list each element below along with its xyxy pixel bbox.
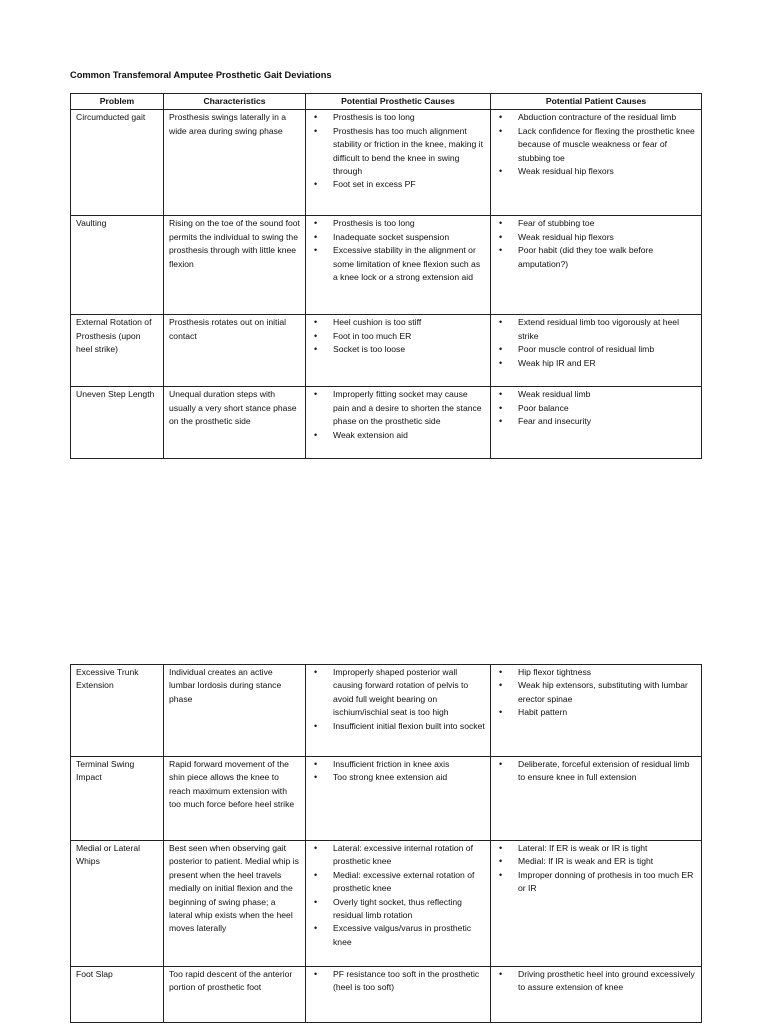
prosthetic-causes-cell xyxy=(306,841,491,967)
list-item: • Weak residual hip flexors xyxy=(496,231,697,244)
patient-causes-cell xyxy=(491,315,702,387)
list-item: • Insufficient friction in knee axis xyxy=(311,758,486,771)
prosthetic-causes-cell xyxy=(306,665,491,757)
list-item: • Excessive valgus/varus in prosthetic knee xyxy=(311,922,486,949)
list-item: • Improperly fitting socket may cause pain and a desire to shorten the stance phase on the prosthetic side xyxy=(311,388,486,428)
list-item: • Prosthesis has too much alignment stability or friction in the knee, making it difficult to bend the knee in swing through xyxy=(311,125,486,179)
characteristics-cell: Rising on the toe of the sound foot permits the individual to swing the prosthesis through with little knee flexion xyxy=(164,216,306,315)
problem-cell: External Rotation of Prosthesis (upon heel strike) xyxy=(71,315,164,387)
list-item: • Abduction contracture of the residual limb xyxy=(496,111,697,124)
document-title: Common Transfemoral Amputee Prosthetic Gait Deviations xyxy=(70,70,332,80)
list-item: • Weak residual hip flexors xyxy=(496,165,697,178)
list-item: • Foot set in excess PF xyxy=(311,178,486,191)
list-item: • Improperly shaped posterior wall causing forward rotation of pelvis to avoid full weight bearing on ischium/ischial seat is too high xyxy=(311,666,486,720)
list-item: • Poor muscle control of residual limb xyxy=(496,343,697,356)
table-row xyxy=(71,387,702,459)
characteristics-cell: Prosthesis swings laterally in a wide area during swing phase xyxy=(164,110,306,216)
table-row xyxy=(71,315,702,387)
list-item: • Poor habit (did they toe walk before amputation?) xyxy=(496,244,697,271)
list-item: • Insufficient initial flexion built into socket xyxy=(311,720,486,733)
table-row xyxy=(71,665,702,757)
list-item: • Lateral: If ER is weak or IR is tight xyxy=(496,842,697,855)
list-item: • Weak residual limb xyxy=(496,388,697,401)
characteristics-cell: Unequal duration steps with usually a very short stance phase on the prosthetic side xyxy=(164,387,306,459)
list-item: • Weak hip extensors, substituting with lumbar erector spinae xyxy=(496,679,697,706)
prosthetic-causes-cell xyxy=(306,315,491,387)
table-row xyxy=(71,967,702,1023)
characteristics-cell: Individual creates an active lumbar lordosis during stance phase xyxy=(164,665,306,757)
list-item: • Hip flexor tightness xyxy=(496,666,697,679)
problem-cell: Excessive Trunk Extension xyxy=(71,665,164,757)
list-item: • Prosthesis is too long xyxy=(311,111,486,124)
problem-cell: Foot Slap xyxy=(71,967,164,1023)
patient-causes-cell xyxy=(491,665,702,757)
list-item: • Medial: If IR is weak and ER is tight xyxy=(496,855,697,868)
list-item: • Deliberate, forceful extension of residual limb to ensure knee in full extension xyxy=(496,758,697,785)
table-row xyxy=(71,757,702,841)
table-row xyxy=(71,216,702,315)
list-item: • Too strong knee extension aid xyxy=(311,771,486,784)
prosthetic-causes-cell xyxy=(306,387,491,459)
patient-causes-cell xyxy=(491,110,702,216)
prosthetic-causes-cell xyxy=(306,967,491,1023)
list-item: • Driving prosthetic heel into ground excessively to assure extension of knee xyxy=(496,968,697,995)
gait-deviation-table-continued xyxy=(70,664,702,1023)
patient-causes-cell xyxy=(491,967,702,1023)
list-item: • Medial: excessive external rotation of prosthetic knee xyxy=(311,869,486,896)
table-header-row xyxy=(71,94,702,110)
list-item: • Fear of stubbing toe xyxy=(496,217,697,230)
problem-cell: Uneven Step Length xyxy=(71,387,164,459)
characteristics-cell: Too rapid descent of the anterior portion of prosthetic foot xyxy=(164,967,306,1023)
characteristics-cell: Prosthesis rotates out on initial contact xyxy=(164,315,306,387)
list-item: • Poor balance xyxy=(496,402,697,415)
problem-cell: Terminal Swing Impact xyxy=(71,757,164,841)
patient-causes-cell xyxy=(491,757,702,841)
table-row xyxy=(71,110,702,216)
header-problem: Problem xyxy=(71,94,164,110)
list-item: • Lateral: excessive internal rotation of prosthetic knee xyxy=(311,842,486,869)
list-item: • Overly tight socket, thus reflecting residual limb rotation xyxy=(311,896,486,923)
table-row xyxy=(71,841,702,967)
characteristics-cell: Best seen when observing gait posterior to patient. Medial whip is present when the heel travels medially on initial flexion and the beginning of swing phase; a lateral whip exists when the heel moves laterally xyxy=(164,841,306,967)
list-item: • Excessive stability in the alignment or some limitation of knee flexion such as a knee lock or a strong extension aid xyxy=(311,244,486,284)
list-item: • Socket is too loose xyxy=(311,343,486,356)
list-item: • Inadequate socket suspension xyxy=(311,231,486,244)
problem-cell: Vaulting xyxy=(71,216,164,315)
header-characteristics: Characteristics xyxy=(164,94,306,110)
list-item: • Fear and insecurity xyxy=(496,415,697,428)
prosthetic-causes-cell xyxy=(306,216,491,315)
gait-deviation-table xyxy=(70,93,702,459)
list-item: • Weak hip IR and ER xyxy=(496,357,697,370)
list-item: • Extend residual limb too vigorously at heel strike xyxy=(496,316,697,343)
characteristics-cell: Rapid forward movement of the shin piece allows the knee to reach maximum extension with too much force before heel strike xyxy=(164,757,306,841)
problem-cell: Circumducted gait xyxy=(71,110,164,216)
prosthetic-causes-cell xyxy=(306,110,491,216)
problem-cell: Medial or Lateral Whips xyxy=(71,841,164,967)
prosthetic-causes-cell xyxy=(306,757,491,841)
patient-causes-cell xyxy=(491,841,702,967)
list-item: • Foot in too much ER xyxy=(311,330,486,343)
list-item: • Prosthesis is too long xyxy=(311,217,486,230)
header-prosthetic-causes: Potential Prosthetic Causes xyxy=(306,94,491,110)
list-item: • Lack confidence for flexing the prosthetic knee because of muscle weakness or fear of stubbing toe xyxy=(496,125,697,165)
list-item: • Weak extension aid xyxy=(311,429,486,442)
list-item: • Improper donning of prothesis in too much ER or IR xyxy=(496,869,697,896)
patient-causes-cell xyxy=(491,387,702,459)
patient-causes-cell xyxy=(491,216,702,315)
list-item: • PF resistance too soft in the prosthetic (heel is too soft) xyxy=(311,968,486,995)
list-item: • Habit pattern xyxy=(496,706,697,719)
list-item: • Heel cushion is too stiff xyxy=(311,316,486,329)
header-patient-causes: Potential Patient Causes xyxy=(491,94,702,110)
